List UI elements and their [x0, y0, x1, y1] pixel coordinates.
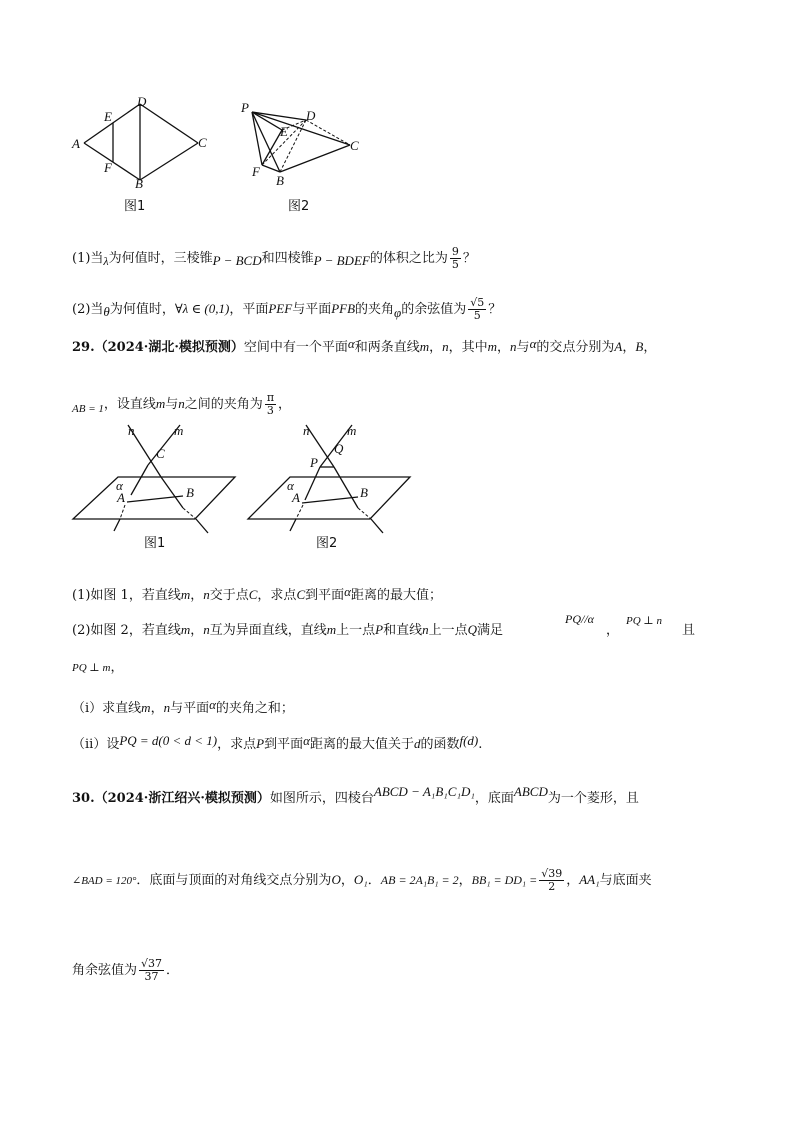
fig29-2-label-p: P: [310, 455, 318, 470]
q30-bb-fraction: $\frac{√39}{2}$: [541, 867, 563, 893]
fig29-1-label-m: m: [174, 423, 184, 438]
q29-part2: (2)如图 2，若直线m，n互为异面直线，直线m上一点P和直线n上一点Q满足: [72, 622, 504, 638]
q29-cond-perp-m-line: PQ ⊥ m，: [72, 660, 124, 675]
fig29-1-label-b: B: [186, 485, 194, 500]
q28-ratio-fraction: $\frac{9}{5}$: [451, 245, 459, 271]
q30-source: （2024·浙江绍兴·模拟预测）: [94, 791, 270, 806]
fig2-label-e: E: [280, 124, 288, 139]
fig1-label-d: D: [137, 94, 147, 109]
fig29-2-label-a: A: [292, 490, 300, 505]
fig29-2-label-m: m: [347, 423, 357, 438]
q30-number: 30.: [72, 791, 95, 806]
fig29-2-label-b: B: [360, 485, 368, 500]
fig1-label-b: B: [135, 176, 143, 191]
q29-source: （2024·湖北·模拟预测）: [94, 340, 244, 355]
fig29-2-caption: 图2: [316, 536, 338, 551]
q29-angle-fraction: $\frac{\pi}{3}$: [266, 391, 275, 417]
fig2-label-d: D: [306, 108, 316, 123]
fig2-label-f: F: [252, 164, 260, 179]
fig1-label-e: E: [104, 109, 112, 124]
fig2-label-b: B: [276, 173, 284, 188]
q30-stem-line1: 30.（2024·浙江绍兴·模拟预测）如图所示，四棱台ABCD − A₁B₁C₁D₁，底面ABCD为一个菱形，且: [72, 784, 639, 806]
q30-stem-line3: 角余弦值为 $\frac{√37}{37}$ ．: [72, 957, 180, 983]
q30-stem-line2: ∠BAD = 120°．底面与顶面的对角线交点分别为O，O₁．AB = 2A₁B₁ = 2，BB₁ = DD₁ = $\frac{√39}{2}$ ，AA₁与底面夹: [72, 867, 652, 893]
q29-stem-line1: 29.（2024·湖北·模拟预测）空间中有一个平面α和两条直线m，n，其中m，n与α的交点分别为A，B，: [72, 336, 657, 355]
fig29-1-label-alpha: α: [116, 478, 123, 493]
fig29-1-label-c: C: [156, 446, 165, 461]
fig1-caption: 图1: [124, 199, 146, 214]
fig29-1-label-n: n: [128, 423, 135, 438]
figure-2-pyramid: [0, 0, 800, 220]
q29-part-ii: （ii）设PQ = d(0 < d < 1)，求点P到平面α距离的最大值关于d的函数f(d).: [72, 733, 483, 752]
fig29-1-label-a: A: [117, 490, 125, 505]
fig29-2-label-q: Q: [334, 441, 344, 456]
q29-cond-and: 且: [682, 623, 696, 638]
q29-cond-comma: ，: [606, 623, 620, 638]
q28-part1: (1)当λ为何值时，三棱锥P − BCD和四棱锥P − BDEF的体积之比为 $\frac{9}{5}$ ？: [72, 245, 476, 271]
fig2-caption: 图2: [288, 199, 310, 214]
fig2-label-c: C: [350, 138, 359, 153]
q29-part-i: （i）求直线m，n与平面α的夹角之和；: [72, 697, 294, 716]
q28-cos-fraction: $\frac{√5}{5}$: [470, 296, 485, 322]
q29-cond-perp-n: PQ ⊥ n: [626, 615, 663, 627]
fig29-2-label-alpha: α: [287, 478, 294, 493]
q29-part1: (1)如图 1，若直线m，n交于点C，求点C到平面α距离的最大值；: [72, 584, 442, 603]
q29-cond-parallel: PQ//α: [565, 612, 594, 626]
fig1-label-c: C: [198, 135, 207, 150]
q28-part2: (2)当θ为何值时，∀λ ∈ (0,1)，平面PEF与平面PFB的夹角φ的余弦值为 $\frac{√5}{5}$ ？: [72, 296, 502, 322]
fig2-label-p: P: [241, 100, 249, 115]
fig1-label-a: A: [72, 136, 80, 151]
q29-number: 29.: [72, 340, 95, 355]
fig1-label-f: F: [104, 160, 112, 175]
q30-cos-fraction: $\frac{√37}{37}$: [141, 957, 163, 983]
figure-29-2: [0, 415, 800, 555]
fig29-2-label-n: n: [303, 423, 310, 438]
q29-stem-line2: $_{AB = 1}$，设直线m与n之间的夹角为 $\frac{\pi}{3}$ ，: [72, 391, 292, 417]
q29-cond-perp-m: PQ ⊥ m: [72, 662, 111, 674]
fig29-1-caption: 图1: [144, 536, 166, 551]
